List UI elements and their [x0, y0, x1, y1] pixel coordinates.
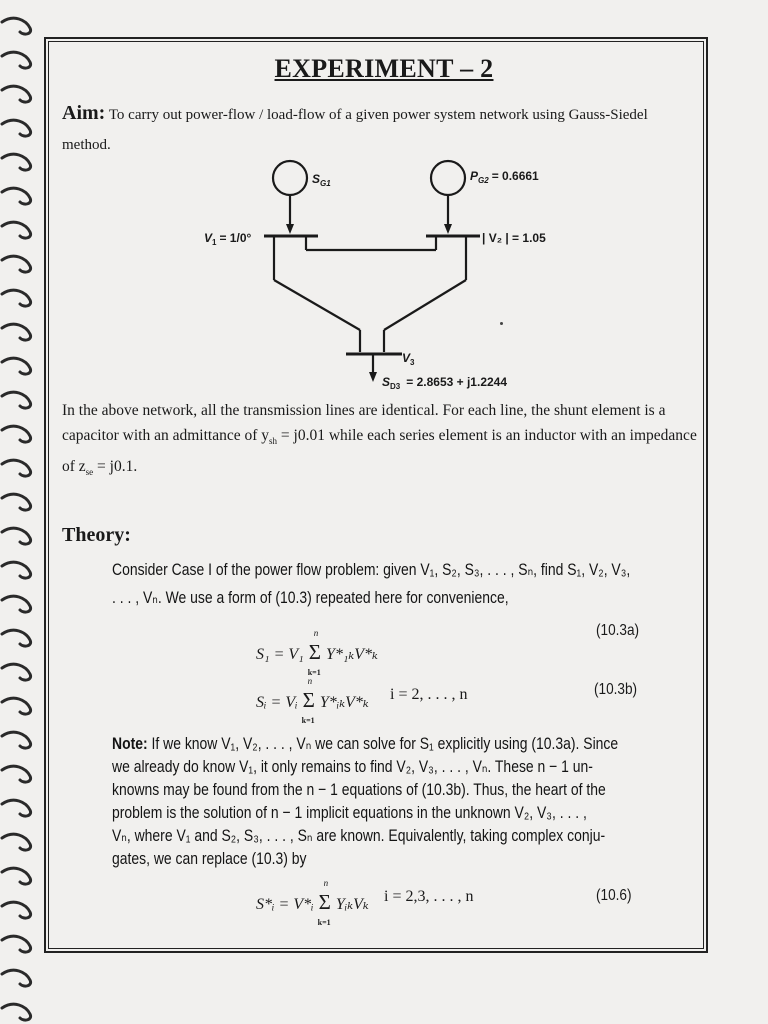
spiral-coil: [2, 596, 31, 612]
theory-note: Note: If we know V₁, V₂, . . . , Vₙ we can solve for S₁ explicitly using (10.3a). Since we already do know V₁, it only remains to find V₂, V₃, . . . , Vₙ. These n − 1 un- knowns may be found from the n − 1 equations of (10.3b). Thus, the heart of the problem is the solution of n − 1 implicit equations in the unknown V₂, V₃, . . . , Vₙ, where V₁ and S₂, S₃, . . . , Sₙ are known. Equivalently, taking complex conju- gates, we can replace (10.3) by: [112, 734, 619, 868]
spiral-coil: [2, 664, 31, 680]
spiral-coil: [2, 528, 31, 544]
spiral-coil: [2, 120, 31, 136]
sg1-label: $S_{G1}$: [312, 172, 331, 188]
v1-label: $V_1 = 1/0^\circ$: [204, 231, 252, 247]
spiral-coil: [2, 154, 31, 170]
generator-1-symbol: [273, 161, 307, 195]
equation-10-3b: Sᵢ = Vᵢ Σ n k=1 Y*ᵢₖV*ₖ: [256, 676, 369, 725]
equation-range: i = 2,3, . . . , n: [384, 888, 474, 905]
note-label: Note:: [112, 734, 148, 753]
equation-10-6: S*ᵢ = V*ᵢ Σ n k=1 YᵢₖVₖ: [256, 878, 369, 927]
v3-label: $V_3$: [402, 351, 415, 367]
theory-intro-line: Consider Case I of the power flow problem: given V₁, S₂, S₃, . . . , Sₙ, find S₁, V₂, V₃,: [112, 560, 631, 579]
spiral-coil: [2, 630, 31, 646]
spiral-coil: [2, 732, 31, 748]
equation-number: (10.6): [596, 887, 632, 904]
spiral-coil: [2, 902, 31, 918]
generator-1-arrow: [286, 224, 294, 234]
stray-dot: [500, 322, 503, 325]
spiral-coil: [2, 358, 31, 374]
spiral-coil: [2, 222, 31, 238]
spiral-coil: [2, 18, 31, 34]
page-title: EXPERIMENT – 2: [274, 54, 494, 83]
spiral-coil: [2, 766, 31, 782]
spiral-coil: [2, 868, 31, 884]
spiral-coil: [2, 562, 31, 578]
spiral-coil: [2, 800, 31, 816]
spiral-coil: [2, 256, 31, 272]
spiral-coil: [2, 494, 31, 510]
equation-number: (10.3a): [596, 622, 640, 639]
v2-label: | V₂ | = 1.05: [482, 231, 546, 245]
theory-intro: [112, 556, 670, 612]
generator-2-arrow: [444, 224, 452, 234]
summation-symbol: Σ n k=1: [317, 878, 331, 927]
pg2-label: $P_{G2} = 0.6661$: [470, 169, 539, 185]
network-description: In the above network, all the transmission lines are identical. For each line, the shunt element is a capacitor with an admittance of $y_{sh} = j0.01$ while each series element is an inductor with an impedance of $z_{se} = j0.1$.: [62, 402, 697, 478]
spiral-coil: [2, 290, 31, 306]
spiral-coil: [2, 324, 31, 340]
aim-label: Aim:: [62, 102, 106, 124]
theory-heading: Theory:: [62, 524, 131, 546]
spiral-coil: [2, 460, 31, 476]
spiral-coil: [2, 970, 31, 986]
power-system-diagram: [190, 150, 570, 395]
equation-number: (10.3b): [594, 681, 638, 698]
spiral-coil: [2, 86, 31, 102]
load-arrow: [369, 372, 377, 382]
aim-text: To carry out power-flow / load-flow of a given power system network using Gauss-Siedel method.: [62, 107, 648, 153]
spiral-coil: [2, 834, 31, 850]
spiral-coil: [2, 698, 31, 714]
generator-2-symbol: [431, 161, 465, 195]
spiral-coil: [2, 1004, 31, 1020]
summation-symbol: Σ n k=1: [307, 628, 321, 677]
equation-range: i = 2, . . . , n: [390, 686, 468, 703]
spiral-coil: [2, 426, 31, 442]
spiral-coil: [2, 188, 31, 204]
summation-symbol: Σ n k=1: [301, 676, 315, 725]
theory-intro-line: . . . , Vₙ. We use a form of (10.3) repeated here for convenience,: [112, 588, 509, 607]
spiral-coil: [2, 936, 31, 952]
spiral-binding: [0, 0, 46, 1024]
sd3-label: $S_{D3} = 2.8653 + j1.2244$: [382, 375, 508, 391]
spiral-coil: [2, 392, 31, 408]
equation-10-3a: S₁ = V₁ Σ n k=1 Y*₁ₖV*ₖ: [256, 628, 378, 677]
